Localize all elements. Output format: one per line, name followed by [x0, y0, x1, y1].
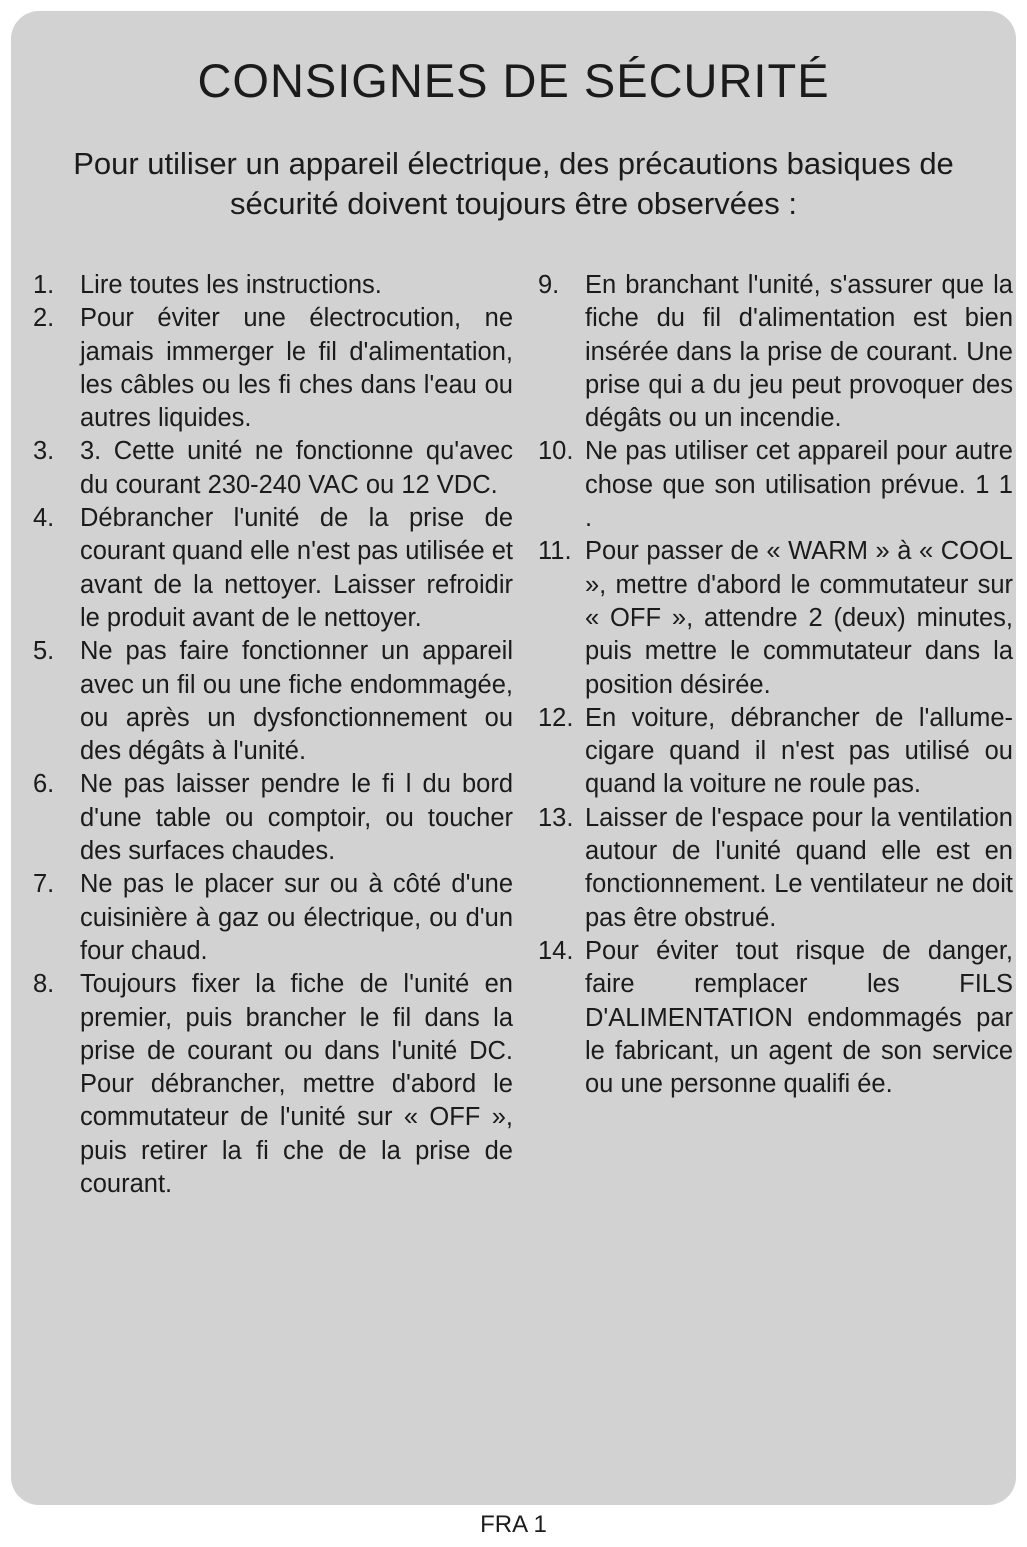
item-number: 6.	[33, 770, 55, 799]
list-item	[538, 435, 1013, 535]
list-item	[33, 868, 513, 968]
list-item	[538, 935, 1013, 1101]
item-number: 7.	[33, 870, 55, 899]
list-item	[538, 802, 1013, 935]
item-number: 11.	[538, 537, 572, 566]
item-number: 12.	[538, 703, 574, 732]
instructions-right-column	[538, 269, 1013, 1101]
item-text: Toujours fixer la fiche de l'unité en premier, puis brancher le fil dans la prise de courant ou dans l'unité DC. Pour débrancher, mettre d'abord le commutateur de l'unité sur « OFF », puis retirer la fi che de la prise de courant.	[80, 970, 513, 1199]
list-item	[33, 502, 513, 635]
item-text: Pour éviter une électrocution, ne jamais immerger le fil d'alimentation, les câbles ou les fi ches dans l'eau ou autres liquides.	[80, 304, 513, 433]
list-item	[33, 635, 513, 768]
list-item	[33, 435, 513, 502]
item-number: 10.	[538, 437, 574, 466]
item-number: 13.	[538, 803, 574, 832]
list-item	[33, 968, 513, 1201]
list-item	[33, 269, 513, 302]
item-number: 3.	[33, 437, 55, 466]
item-text: En branchant l'unité, s'assurer que la fiche du fil d'alimentation est bien insérée dans la prise de courant. Une prise qui a du jeu peut provoquer des dégâts ou un incendie.	[585, 271, 1013, 433]
list-item	[538, 535, 1013, 701]
list-item	[538, 702, 1013, 802]
item-text: Ne pas le placer sur ou à côté d'une cuisinière à gaz ou électrique, ou d'un four chaud.	[80, 870, 513, 965]
item-number: 4.	[33, 504, 55, 533]
item-text: Lire toutes les instructions.	[80, 271, 382, 299]
list-item	[33, 302, 513, 435]
item-number: 2.	[33, 304, 55, 333]
item-text: Ne pas faire fonctionner un appareil avec un fil ou une fiche endommagée, ou après un dysfonctionnement ou des dégâts à l'unité.	[80, 637, 513, 766]
page-number: FRA 1	[480, 1511, 547, 1538]
item-text: Ne pas laisser pendre le fi l du bord d'une table ou comptoir, ou toucher des surfaces chaudes.	[80, 770, 513, 866]
item-number: 8.	[33, 970, 55, 999]
safety-card	[11, 11, 1016, 1505]
item-text: Débrancher l'unité de la prise de courant quand elle n'est pas utilisée et avant de la nettoyer. Laisser refroidir le produit avant de le nettoyer.	[80, 504, 513, 632]
page-title: CONSIGNES DE SÉCURITÉ	[197, 54, 830, 107]
item-number: 9.	[538, 271, 560, 299]
instructions-left-column	[33, 269, 513, 1201]
item-number: 1.	[33, 271, 55, 299]
intro-text: Pour utiliser un appareil électrique, des précautions basiques de sécurité doivent toujours être observées :	[73, 146, 954, 221]
item-text: En voiture, débrancher de l'allume-cigare quand il n'est pas utilisé ou quand la voiture ne roule pas.	[585, 703, 1013, 799]
item-text: Ne pas utiliser cet appareil pour autre chose que son utilisation prévue. 1 1 .	[585, 437, 1013, 533]
list-item	[538, 269, 1013, 435]
item-text: 3. Cette unité ne fonctionne qu'avec du courant 230-240 VAC ou 12 VDC.	[80, 437, 513, 499]
item-text: Pour éviter tout risque de danger, faire remplacer les FILS D'ALIMENTATION endommagés par le fabricant, un agent de son service ou une personne qualifi ée.	[585, 936, 1013, 1099]
list-item	[33, 768, 513, 868]
item-text: Laisser de l'espace pour la ventilation autour de l'unité quand elle est en fonctionnement. Le ventilateur ne doit pas être obstrué.	[585, 803, 1013, 932]
item-number: 14.	[538, 936, 574, 965]
item-text: Pour passer de « WARM » à « COOL », mettre d'abord le commutateur sur « OFF », attendre 2 (deux) minutes, puis mettre le commutateur dans la position désirée.	[585, 537, 1013, 699]
item-number: 5.	[33, 637, 55, 666]
